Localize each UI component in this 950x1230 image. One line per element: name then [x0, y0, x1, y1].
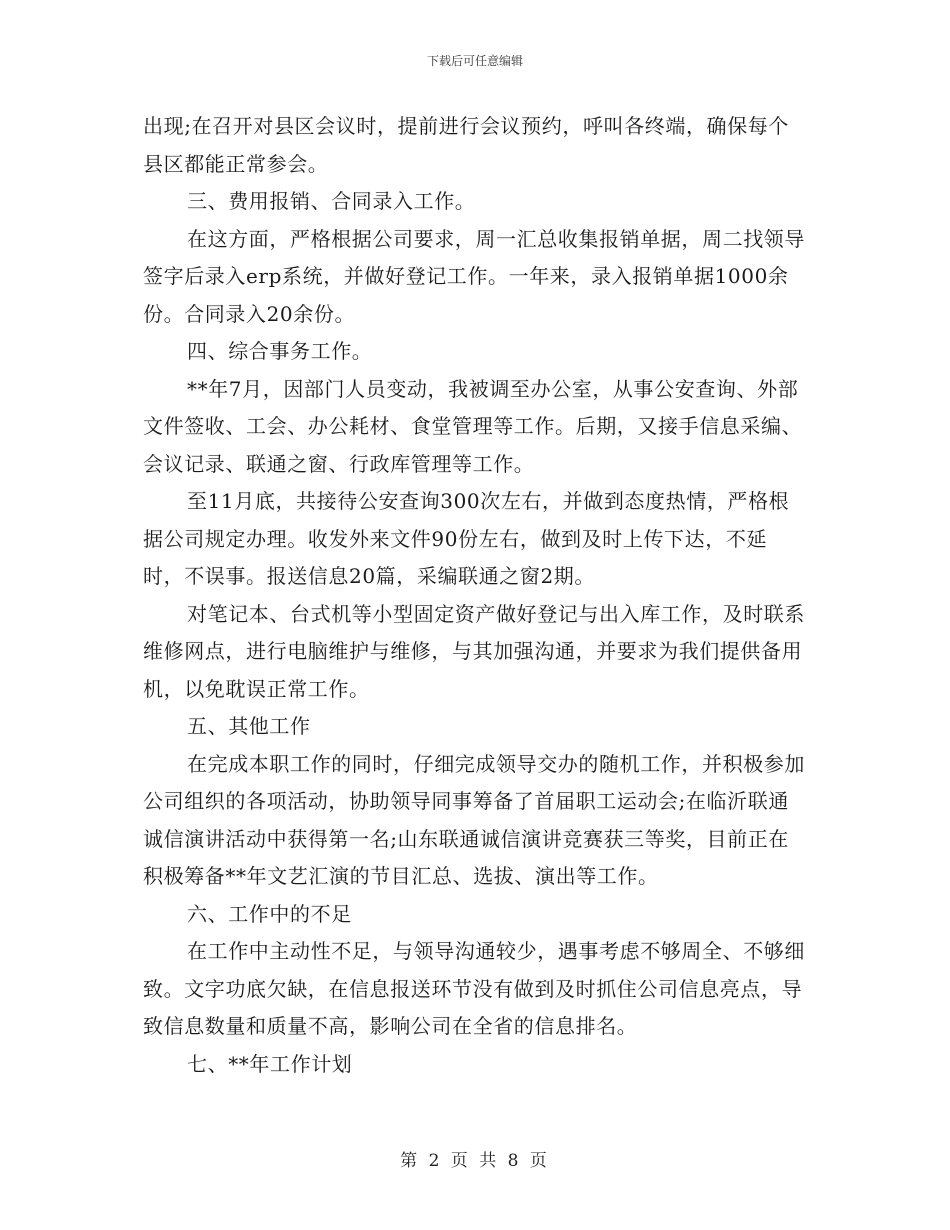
- page-header-note: 下载后可任意编辑: [426, 54, 523, 68]
- section-heading-shortcomings: 六、工作中的不足: [187, 901, 352, 926]
- paragraph-other-work: 在完成本职工作的同时，仔细完成领导交办的随机工作，并积极参加公司组织的各项活动，协助领导同事筹备了首届职工运动会;在临沂联通诚信演讲活动中获得第一名;山东联通诚信演讲竞赛获三等奖，目前正在积极筹备**年文艺汇演的节目汇总、选拔、演出等工作。: [143, 751, 805, 888]
- page-number-footer: 第 2 页 共 8 页: [400, 1151, 550, 1171]
- section-heading-general-affairs: 四、综合事务工作。: [187, 339, 373, 363]
- section-heading-work-plan: 七、**年工作计划: [187, 1051, 353, 1076]
- paragraph-expense: 在这方面，严格根据公司要求，周一汇总收集报销单据，周二找领导签字后录入erp系统，并做好登记工作。一年来，录入报销单据1000余份。合同录入20余份。: [143, 226, 805, 326]
- paragraph-general-affairs-2: 至11月底，共接待公安查询300次左右，并做到态度热情，严格根据公司规定办理。收发外来文件90份左右，做到及时上传下达，不延时，不误事。报送信息20篇，采编联通之窗2期。: [143, 489, 790, 588]
- section-heading-expense: 三、费用报销、合同录入工作。: [187, 189, 476, 213]
- paragraph-general-affairs-1: **年7月，因部门人员变动，我被调至办公室，从事公安查询、外部文件签收、工会、办公耗材、食堂管理等工作。后期，又接手信息采编、会议记录、联通之窗、行政库管理等工作。: [143, 376, 803, 476]
- section-heading-other-work: 五、其他工作: [187, 714, 311, 738]
- paragraph-continuation: 出现;在召开对县区会议时，提前进行会议预约，呼叫各终端，确保每个县区都能正常参会。: [143, 114, 789, 176]
- paragraph-general-affairs-3: 对笔记本、台式机等小型固定资产做好登记与出入库工作，及时联系维修网点，进行电脑维护与维修，与其加强沟通，并要求为我们提供备用机，以免耽误正常工作。: [143, 601, 805, 701]
- document-body: [143, 108, 808, 1083]
- paragraph-shortcomings: 在工作中主动性不足，与领导沟通较少，遇事考虑不够周全、不够细致。文字功底欠缺，在信息报送环节没有做到及时抓住公司信息亮点，导致信息数量和质量不高，影响公司在全省的信息排名。: [143, 939, 805, 1038]
